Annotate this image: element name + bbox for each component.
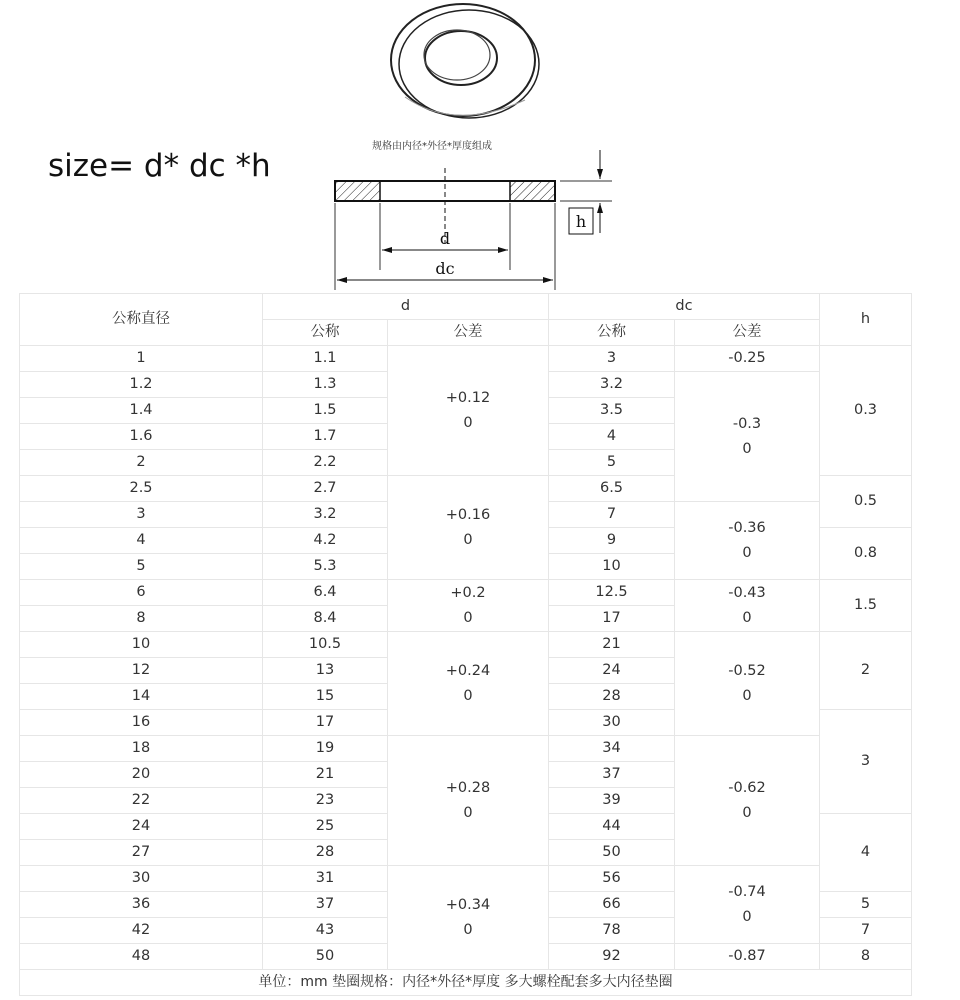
header-nominal: 公称直径 — [20, 294, 263, 346]
cell-dc: 21 — [549, 632, 675, 658]
cell-nominal: 5 — [20, 554, 263, 580]
cell-nominal: 18 — [20, 736, 263, 762]
cell-dc: 3.5 — [549, 398, 675, 424]
cell-dc: 9 — [549, 528, 675, 554]
cell-nominal: 1.6 — [20, 424, 263, 450]
header-d-tolerance: 公差 — [388, 320, 549, 346]
tolerance-lower: 0 — [742, 687, 752, 704]
tolerance-lower: 0 — [742, 544, 752, 561]
header-d: d — [263, 294, 549, 320]
cell-dc: 17 — [549, 606, 675, 632]
cell-d: 4.2 — [263, 528, 388, 554]
tolerance-upper: -0.43 — [728, 584, 766, 601]
label-dc: dc — [435, 259, 455, 278]
cell-dc: 3.2 — [549, 372, 675, 398]
cell-dc: 5 — [549, 450, 675, 476]
tolerance-upper: +0.12 — [445, 389, 491, 406]
cell-nominal: 30 — [20, 866, 263, 892]
cell-nominal: 27 — [20, 840, 263, 866]
washer-spec-table — [19, 293, 912, 996]
table-row — [20, 866, 912, 892]
cell-d-tolerance — [388, 476, 549, 580]
tolerance-upper: +0.28 — [445, 779, 491, 796]
washer-illustration — [385, 2, 555, 132]
cell-h: 8 — [820, 944, 912, 970]
cell-dc: 78 — [549, 918, 675, 944]
tolerance-upper: -0.87 — [728, 948, 766, 964]
tolerance-lower: 0 — [463, 921, 473, 938]
cell-h: 1.5 — [820, 580, 912, 632]
cell-dc: 7 — [549, 502, 675, 528]
cell-nominal: 12 — [20, 658, 263, 684]
cell-nominal: 6 — [20, 580, 263, 606]
tolerance-lower: 0 — [463, 609, 473, 626]
header-diagram — [0, 0, 960, 293]
table-row — [20, 736, 912, 762]
cell-dc: 24 — [549, 658, 675, 684]
cell-nominal: 42 — [20, 918, 263, 944]
tolerance-upper: +0.2 — [450, 584, 486, 601]
tolerance-upper: -0.52 — [728, 662, 766, 679]
cell-d: 19 — [263, 736, 388, 762]
label-d: d — [439, 229, 451, 248]
cell-h: 2 — [820, 632, 912, 710]
cell-dc: 3 — [549, 346, 675, 372]
diagram-caption: 规格由内径*外径*厚度组成 — [372, 141, 492, 152]
cell-d: 10.5 — [263, 632, 388, 658]
cell-nominal: 16 — [20, 710, 263, 736]
cell-h: 5 — [820, 892, 912, 918]
cell-d: 1.3 — [263, 372, 388, 398]
cell-dc-tolerance — [675, 372, 820, 502]
cell-nominal: 4 — [20, 528, 263, 554]
cell-dc-tolerance — [675, 944, 820, 970]
header-d-nominal: 公称 — [263, 320, 388, 346]
cell-d: 15 — [263, 684, 388, 710]
cell-nominal: 10 — [20, 632, 263, 658]
cell-d: 43 — [263, 918, 388, 944]
header-dc-tolerance: 公差 — [675, 320, 820, 346]
cell-nominal: 1.2 — [20, 372, 263, 398]
cell-h: 7 — [820, 918, 912, 944]
tolerance-lower: 0 — [463, 804, 473, 821]
cell-dc: 56 — [549, 866, 675, 892]
cell-dc-tolerance — [675, 580, 820, 632]
cell-d: 2.7 — [263, 476, 388, 502]
footer-row — [20, 970, 912, 996]
cell-dc: 39 — [549, 788, 675, 814]
cell-dc: 34 — [549, 736, 675, 762]
cell-dc-tolerance — [675, 346, 820, 372]
cell-d: 17 — [263, 710, 388, 736]
cell-dc: 6.5 — [549, 476, 675, 502]
header-row — [20, 294, 912, 320]
cell-d: 23 — [263, 788, 388, 814]
header-h: h — [820, 294, 912, 346]
cell-nominal: 36 — [20, 892, 263, 918]
cell-dc: 37 — [549, 762, 675, 788]
tolerance-lower: 0 — [742, 609, 752, 626]
tolerance-upper: -0.62 — [728, 779, 766, 796]
cell-dc: 44 — [549, 814, 675, 840]
cell-d: 37 — [263, 892, 388, 918]
cell-d: 1.5 — [263, 398, 388, 424]
cell-nominal: 1.4 — [20, 398, 263, 424]
size-formula: size= d* dc *h — [48, 148, 271, 184]
cell-d-tolerance — [388, 632, 549, 736]
tolerance-upper: -0.25 — [728, 350, 766, 366]
cell-dc: 12.5 — [549, 580, 675, 606]
cell-d: 1.1 — [263, 346, 388, 372]
header-dc: dc — [549, 294, 820, 320]
cell-dc: 30 — [549, 710, 675, 736]
cell-d: 1.7 — [263, 424, 388, 450]
cell-nominal: 2 — [20, 450, 263, 476]
cell-h: 4 — [820, 814, 912, 892]
cell-nominal: 8 — [20, 606, 263, 632]
cell-d: 50 — [263, 944, 388, 970]
table-row — [20, 632, 912, 658]
cell-d: 21 — [263, 762, 388, 788]
cell-d: 25 — [263, 814, 388, 840]
cell-d-tolerance — [388, 580, 549, 632]
cell-h: 0.3 — [820, 346, 912, 476]
tolerance-upper: +0.24 — [445, 662, 491, 679]
cell-dc-tolerance — [675, 632, 820, 736]
cell-h: 0.8 — [820, 528, 912, 580]
cell-nominal: 14 — [20, 684, 263, 710]
tolerance-upper: -0.74 — [728, 883, 766, 900]
cell-nominal: 1 — [20, 346, 263, 372]
cell-d-tolerance — [388, 866, 549, 970]
table-footer-note: 单位：mm 垫圈规格：内径*外径*厚度 多大螺栓配套多大内径垫圈 — [20, 970, 912, 996]
table-row — [20, 580, 912, 606]
tolerance-upper: +0.16 — [445, 506, 491, 523]
cell-nominal: 24 — [20, 814, 263, 840]
cell-d: 31 — [263, 866, 388, 892]
cell-d: 2.2 — [263, 450, 388, 476]
cell-dc-tolerance — [675, 866, 820, 944]
cell-nominal: 2.5 — [20, 476, 263, 502]
cell-dc-tolerance — [675, 502, 820, 580]
tolerance-lower: 0 — [742, 440, 752, 457]
tolerance-lower: 0 — [463, 531, 473, 548]
cell-nominal: 3 — [20, 502, 263, 528]
cell-dc: 10 — [549, 554, 675, 580]
cell-h: 3 — [820, 710, 912, 814]
cell-d: 5.3 — [263, 554, 388, 580]
cell-nominal: 20 — [20, 762, 263, 788]
header-dc-nominal: 公称 — [549, 320, 675, 346]
cell-d: 8.4 — [263, 606, 388, 632]
tolerance-lower: 0 — [463, 414, 473, 431]
cell-dc-tolerance — [675, 736, 820, 866]
cell-d: 3.2 — [263, 502, 388, 528]
table-row — [20, 346, 912, 372]
tolerance-upper: -0.36 — [728, 519, 766, 536]
cell-dc: 66 — [549, 892, 675, 918]
tolerance-upper: -0.3 — [732, 415, 762, 432]
cell-d-tolerance — [388, 346, 549, 476]
tolerance-lower: 0 — [742, 804, 752, 821]
label-h: h — [575, 212, 587, 231]
tolerance-lower: 0 — [463, 687, 473, 704]
cell-dc: 50 — [549, 840, 675, 866]
cell-nominal: 48 — [20, 944, 263, 970]
cell-h: 0.5 — [820, 476, 912, 528]
washer-section-drawing — [320, 148, 620, 293]
cell-d: 28 — [263, 840, 388, 866]
tolerance-lower: 0 — [742, 908, 752, 925]
cell-nominal: 22 — [20, 788, 263, 814]
cell-dc: 28 — [549, 684, 675, 710]
cell-d-tolerance — [388, 736, 549, 866]
cell-d: 13 — [263, 658, 388, 684]
cell-dc: 92 — [549, 944, 675, 970]
cell-dc: 4 — [549, 424, 675, 450]
cell-d: 6.4 — [263, 580, 388, 606]
tolerance-upper: +0.34 — [445, 896, 491, 913]
